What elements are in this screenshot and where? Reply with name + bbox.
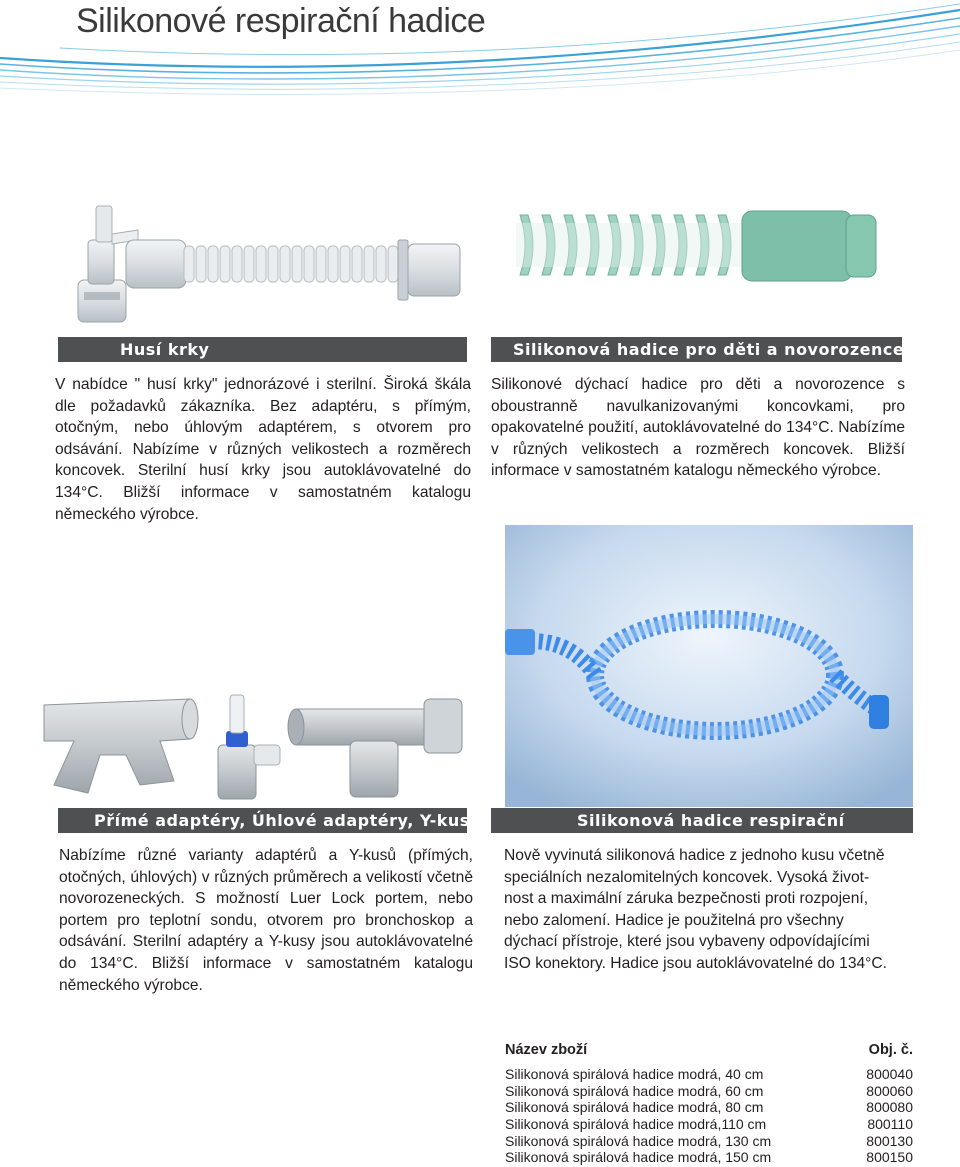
adapters-text: Nabízíme různé varianty adaptérů a Y-kusů (přímých, otočných, úhlových) v různých průměrech a velikostí včetně novorozeneckých. S možností Luer Lock portem, nebo portem pro teplotní sondu, otvorem pro bronchoskop a odsávání. Sterilní adaptéry a Y-kusy jsou autoklávovatelné do 134°C. Bližší informace v samostatném katalogu německého výrobce. — [59, 847, 473, 994]
table-row — [505, 1099, 913, 1116]
product-code: 800080 — [866, 1099, 913, 1116]
order-table — [505, 1042, 913, 1166]
pediatric-text: Silikonové dýchací hadice pro děti a novorozence s oboustranně navulkanizovanými koncovkami, pro opakovatelné použití, autoklávovatelné do 134°C. Nabízíme v různých velikostech a rozměrech koncovek. Bližší informace v samostatném katalogu německého výrobce. — [491, 376, 905, 480]
table-header — [505, 1042, 913, 1066]
product-name: Silikonová spirálová hadice modrá, 150 cm — [505, 1149, 772, 1166]
respiratory-heading-bar — [491, 808, 913, 833]
col-name-header: Název zboží — [505, 1042, 588, 1058]
table-row — [505, 1133, 913, 1150]
gooseneck-description — [55, 374, 471, 525]
product-name: Silikonová spirálová hadice modrá, 60 cm — [505, 1082, 764, 1099]
respiratory-heading: Silikonová hadice respirační — [577, 811, 845, 830]
pediatric-heading-bar — [491, 337, 905, 362]
page-title: Silikonové respirační hadice — [76, 2, 486, 40]
adapters-heading: Přímé adaptéry, Úhlové adaptéry, Y-kusy — [94, 811, 481, 830]
product-code: 800110 — [867, 1116, 913, 1133]
gooseneck-text: V nabídce " husí krky" jednorázové i sterilní. Široká škála dle požadavků zákazníka. Bez adaptéru, s přímým, otočným, nebo úhlovým adaptérem, s otvorem pro odsávání. Nabízíme v různých velikostech a rozměrech koncovek. Sterilní husí krky jsou autoklávovatelné do 134°C. Bližší informace v samostatném katalogu německého výrobce. — [55, 376, 471, 523]
pediatric-description — [491, 374, 905, 482]
respiratory-line: nebo zalomení. Hadice je použitelná pro všechny — [504, 911, 844, 929]
adapters-heading-bar — [58, 808, 481, 833]
product-code: 800150 — [866, 1149, 913, 1166]
table-row — [505, 1116, 913, 1133]
col-code-header: Obj. č. — [868, 1042, 913, 1058]
pediatric-hose-image — [516, 205, 878, 285]
product-name: Silikonová spirálová hadice modrá,110 cm — [505, 1116, 767, 1133]
table-row — [505, 1149, 913, 1166]
respiratory-line: speciálních nezalomitelných koncovek. Vysoká život- — [504, 868, 870, 886]
respiratory-description — [504, 845, 924, 975]
adapters-description — [59, 845, 473, 996]
product-code: 800130 — [866, 1132, 913, 1149]
pediatric-heading: Silikonová hadice pro děti a novorozence — [513, 340, 905, 359]
respiratory-line: Nově vyvinutá silikonová hadice z jednoho kusu včetně — [504, 847, 885, 864]
respiratory-line: ISO konektory. Hadice jsou autoklávovatelné do 134°C. — [504, 954, 888, 972]
product-code: 800060 — [866, 1082, 913, 1099]
table-row — [505, 1083, 913, 1100]
gooseneck-image — [66, 200, 466, 330]
respiratory-line: nost a maximální záruka bezpečnosti proti rozpojení, — [504, 890, 869, 908]
gooseneck-heading: Husí krky — [120, 340, 210, 359]
gooseneck-heading-bar — [58, 337, 467, 362]
product-name: Silikonová spirálová hadice modrá, 40 cm — [505, 1066, 764, 1082]
respiratory-line: dýchací přístroje, které jsou vybaveny odpovídajícími — [504, 933, 870, 951]
product-code: 800040 — [866, 1066, 913, 1082]
table-row — [505, 1066, 913, 1083]
respiratory-hose-image — [505, 525, 913, 807]
product-name: Silikonová spirálová hadice modrá, 130 cm — [505, 1132, 772, 1149]
product-name: Silikonová spirálová hadice modrá, 80 cm — [505, 1099, 764, 1116]
adapters-image — [40, 685, 470, 805]
